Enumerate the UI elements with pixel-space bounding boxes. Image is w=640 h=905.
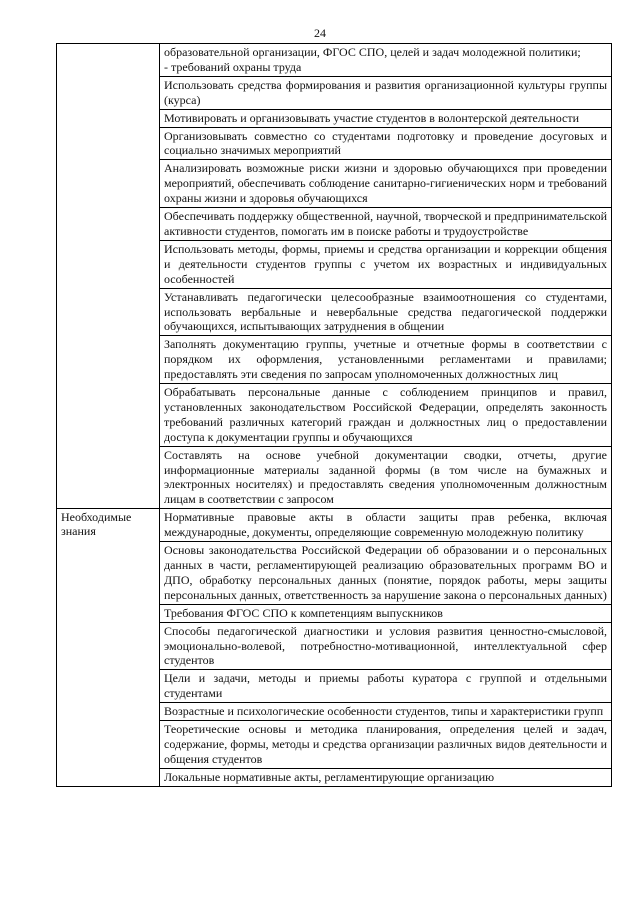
cell-text: образовательной организации, ФГОС СПО, целей и задач молодежной политики; - требований охраны труда bbox=[164, 45, 581, 74]
table-cell bbox=[160, 208, 612, 241]
cell-text: Основы законодательства Российской Федерации об образовании и о персональных данных в части, регламентирующей реализацию образовательных программ ВО и ДПО, обработку персональных данных (понятие, порядок работы, меры защиты персональных данных, ответственность за нарушение закона о персональных данных) bbox=[164, 543, 607, 602]
table-cell bbox=[160, 446, 612, 509]
cell-text: Локальные нормативные акты, регламентирующие организацию bbox=[164, 769, 495, 784]
table-cell bbox=[160, 76, 612, 109]
table-row bbox=[57, 509, 612, 542]
table-cell bbox=[160, 160, 612, 208]
requirements-table bbox=[56, 43, 612, 787]
cell-text: Теоретические основы и методика планирования, определения целей и задач, содержание, формы, методы и средства организации различных видов деятельности и общения студентов bbox=[164, 722, 607, 766]
table-cell bbox=[160, 721, 612, 769]
table-cell bbox=[160, 622, 612, 670]
section-label-text: Необходимые знания bbox=[61, 510, 132, 539]
table-cell bbox=[160, 44, 612, 77]
table-cell bbox=[160, 670, 612, 703]
table-cell bbox=[160, 240, 612, 288]
table-row bbox=[57, 44, 612, 77]
cell-text: Обрабатывать персональные данные с соблюдением принципов и правил, установленных законодательством Российской Федерации, определять законность требований различных категорий граждан и должностных лиц о предоставлении доступа к документации группы и обучающихся bbox=[164, 385, 607, 444]
cell-text: Устанавливать педагогически целесообразные взаимоотношения со студентами, использовать вербальные и невербальные средства педагогической поддержки обучающихся, испытывающих затруднения в общении bbox=[164, 289, 607, 334]
cell-text: Требования ФГОС СПО к компетенциям выпускников bbox=[164, 605, 443, 620]
table-cell bbox=[160, 542, 612, 605]
cell-text: Использовать методы, формы, приемы и средства организации и коррекции общения и деятельности студентов группы с учетом их возрастных и индивидуальных особенностей bbox=[164, 241, 607, 286]
page-number: 24 bbox=[314, 26, 326, 40]
table-cell bbox=[160, 384, 612, 447]
cell-text: Способы педагогической диагностики и условия развития ценностно-смысловой, эмоционально-волевой, потребностно-мотивационной, интеллектуальной сфер студентов bbox=[164, 623, 607, 668]
table-cell bbox=[160, 109, 612, 127]
table-cell bbox=[160, 509, 612, 542]
section-label-knowledge bbox=[57, 509, 160, 786]
cell-text: Нормативные правовые акты в области защиты прав ребенка, включая международные, документы, определяющие современную молодежную политику bbox=[164, 510, 607, 540]
table-cell bbox=[160, 604, 612, 622]
table-cell bbox=[160, 703, 612, 721]
cell-text: Анализировать возможные риски жизни и здоровью обучающихся при проведении мероприятий, обеспечивать соблюдение санитарно-гигиенических норм и требований охраны жизни и здоровья обучающихся bbox=[164, 161, 607, 206]
cell-text: Мотивировать и организовывать участие студентов в волонтерской деятельности bbox=[164, 110, 580, 125]
empty-label-cell bbox=[57, 44, 160, 509]
cell-text: Цели и задачи, методы и приемы работы куратора с группой и отдельными студентами bbox=[164, 671, 607, 701]
cell-text: Составлять на основе учебной документации сводки, отчеты, другие информационные материалы заданной формы (в том числе на бумажных и электронных носителях) и предоставлять сведения уполномоченным должностным лицам в соответствии с запросом bbox=[164, 447, 607, 507]
table-cell bbox=[160, 288, 612, 336]
cell-text: Использовать средства формирования и развития организационной культуры группы (курса) bbox=[164, 77, 607, 107]
cell-text: Заполнять документацию группы, учетные и отчетные формы в соответствии с порядком их оформления, установленными регламентами и правилами; предоставлять эти сведения по запросам уполномоченных должностных лиц bbox=[164, 337, 607, 382]
table-cell bbox=[160, 127, 612, 160]
cell-text: Обеспечивать поддержку общественной, научной, творческой и предпринимательской активности студентов, помогать им в поиске работы и трудоустройстве bbox=[164, 209, 607, 238]
table-cell bbox=[160, 336, 612, 384]
cell-text: Возрастные и психологические особенности студентов, типы и характеристики групп bbox=[164, 704, 604, 719]
cell-text: Организовывать совместно со студентами подготовку и проведение досуговых и социально значимых мероприятий bbox=[164, 128, 607, 158]
table-cell bbox=[160, 768, 612, 786]
